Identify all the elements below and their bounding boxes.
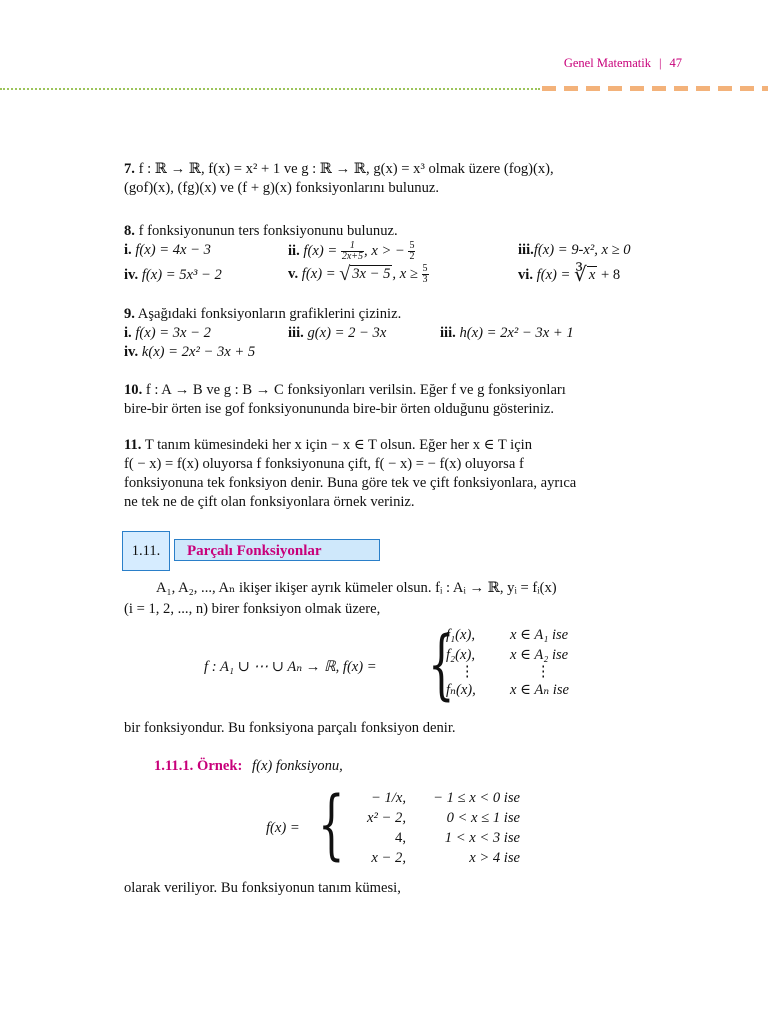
item-expr: f(x) = — [536, 267, 575, 283]
item-iv — [124, 343, 255, 362]
item-expr: f(x) = — [303, 242, 338, 259]
example-conclusion: olarak veriliyor. Bu fonksiyonun tanım kümesi, — [124, 880, 401, 896]
item-expr: g(x) = 2 − 3x — [307, 325, 387, 341]
example-lhs: f(x) = — [266, 820, 300, 836]
fraction — [408, 241, 415, 262]
case-condition: ⋮ — [536, 664, 551, 680]
item-iv — [124, 266, 222, 285]
radicand: x — [588, 267, 596, 283]
piecewise-definition-cases — [446, 626, 606, 701]
item-label: i. — [124, 325, 132, 341]
condition: , x ≥ — [392, 265, 422, 282]
case-function: 4, — [395, 830, 406, 846]
case-function: f₁(x), — [446, 627, 475, 643]
example-cases — [334, 788, 534, 868]
item-label: vi. — [518, 267, 533, 283]
item-label: iii. — [518, 242, 534, 258]
example-title: 1.11.1. Örnek: — [154, 758, 243, 774]
item-vi — [518, 266, 620, 285]
question-text: fonksiyonuna tek fonksiyon denir. Buna göre tek ve çift fonksiyonlara, ayrıca — [124, 475, 577, 491]
numerator: 5 — [409, 240, 415, 251]
question-text: Aşağıdaki fonksiyonların grafiklerini çiziniz. — [137, 306, 402, 322]
header-dashed-rule — [542, 86, 768, 91]
numerator: 1 — [341, 241, 364, 252]
case-condition: 0 < x ≤ 1 ise — [446, 810, 520, 826]
numerator: 5 — [422, 263, 428, 274]
item-expr: f(x) = 3x − 2 — [135, 325, 211, 341]
question-9 — [124, 305, 664, 362]
question-number: 7. — [124, 161, 135, 177]
item-expr: f(x) = 9-x², x ≥ 0 — [533, 242, 631, 258]
question-number: 9. — [124, 306, 135, 322]
piecewise-definition-lhs: f : A₁ ∪ ⋯ ∪ Aₙ → ℝ, f(x) = — [204, 659, 377, 675]
fraction — [422, 264, 429, 285]
case-function: f₂(x), — [446, 646, 475, 663]
item-label: i. — [124, 242, 132, 258]
item-iii — [518, 241, 631, 260]
item-iii-second — [440, 324, 574, 343]
case-condition: x ∈ A₁ ise — [510, 627, 569, 643]
item-expr: f(x) = — [301, 265, 340, 282]
denominator: 2 — [409, 251, 415, 262]
item-i — [124, 241, 211, 260]
question-text: f : A → B ve g : B → C fonksiyonları verilsin. Eğer f ve g fonksiyonları — [145, 382, 566, 398]
question-7 — [124, 160, 664, 198]
case-function: x² − 2, — [367, 810, 406, 826]
item-i — [124, 324, 211, 343]
definition-line-1: A₁, A₂, ..., Aₙ ikişer ikişer ayrık kümeler olsun. fᵢ : Aᵢ → ℝ, yᵢ = fᵢ(x) — [156, 580, 557, 596]
question-8 — [124, 222, 664, 287]
denominator: 3 — [422, 274, 428, 285]
page-number: 47 — [669, 56, 682, 70]
question-11 — [124, 436, 664, 512]
left-brace: { — [428, 619, 455, 708]
section-number-box: 1.11. — [122, 531, 170, 571]
question-text: f : ℝ → ℝ, f(x) = x² + 1 ve g : ℝ → ℝ, g(x) = x³ olmak üzere (fog)(x), — [138, 161, 554, 177]
case-condition: 1 < x < 3 ise — [444, 830, 520, 846]
item-expr: + 8 — [597, 267, 621, 283]
item-v — [288, 264, 429, 285]
question-10 — [124, 381, 664, 419]
page-header — [564, 56, 682, 71]
case-condition: x > 4 ise — [469, 850, 520, 866]
question-text: f fonksiyonunun ters fonksiyonunu bulunuz. — [138, 223, 398, 239]
case-function: fₙ(x), — [446, 682, 476, 698]
example-intro: f(x) fonksiyonu, — [252, 758, 343, 774]
item-label: iii. — [440, 325, 456, 341]
example-heading — [154, 758, 343, 775]
question-text: f( − x) = f(x) oluyorsa f fonksiyonuna çift, f( − x) = − f(x) oluyorsa f — [124, 456, 524, 472]
question-text: bire-bir örten ise gof fonksiyonununda bire-bir örten olduğunu gösteriniz. — [124, 401, 555, 417]
question-number: 11. — [124, 437, 142, 453]
sqrt-sign: √ — [339, 262, 351, 285]
left-brace: { — [318, 779, 345, 868]
header-dotted-rule — [0, 88, 540, 90]
fraction — [341, 241, 364, 262]
case-condition: − 1 ≤ x < 0 ise — [433, 790, 520, 806]
item-ii — [288, 241, 415, 262]
case-function: ⋮ — [460, 664, 475, 680]
denominator: 2x+5 — [341, 251, 364, 262]
radicand: 3x − 5 — [352, 265, 391, 282]
cube-root-sign: ∛ — [574, 264, 587, 286]
question-text: (gof)(x), (fg)(x) ve (f + g)(x) fonksiyonlarını bulunuz. — [124, 180, 440, 196]
question-number: 10. — [124, 382, 143, 398]
item-expr: h(x) = 2x² − 3x + 1 — [459, 325, 574, 341]
item-expr: k(x) = 2x² − 3x + 5 — [141, 344, 256, 360]
item-label: iv. — [124, 344, 139, 360]
book-title: Genel Matematik — [563, 56, 651, 70]
item-label: iv. — [124, 267, 139, 283]
item-label: v. — [288, 265, 299, 282]
case-function: − 1/x, — [371, 790, 406, 806]
question-text: T tanım kümesindeki her x için − x ∈ T olsun. Eğer her x ∈ T için — [144, 437, 533, 453]
condition: , x > − — [364, 242, 405, 259]
section-title: Parçalı Fonksiyonlar — [174, 539, 380, 561]
case-function: x − 2, — [371, 850, 406, 866]
item-expr: f(x) = 5x³ − 2 — [141, 267, 222, 283]
case-condition: x ∈ A₂ ise — [510, 646, 569, 663]
item-iii — [288, 324, 386, 343]
item-label: iii. — [288, 325, 304, 341]
definition-conclusion: bir fonksiyondur. Bu fonksiyona parçalı fonksiyon denir. — [124, 720, 456, 736]
definition-line-2: (i = 1, 2, ..., n) birer fonksiyon olmak üzere, — [124, 601, 381, 617]
header-separator: | — [658, 56, 662, 70]
question-number: 8. — [124, 223, 135, 239]
item-expr: f(x) = 4x − 3 — [135, 242, 211, 258]
item-label: ii. — [288, 242, 300, 259]
case-condition: x ∈ Aₙ ise — [510, 682, 570, 698]
question-text: ne tek ne de çift olan fonksiyonlara örnek veriniz. — [124, 494, 415, 510]
